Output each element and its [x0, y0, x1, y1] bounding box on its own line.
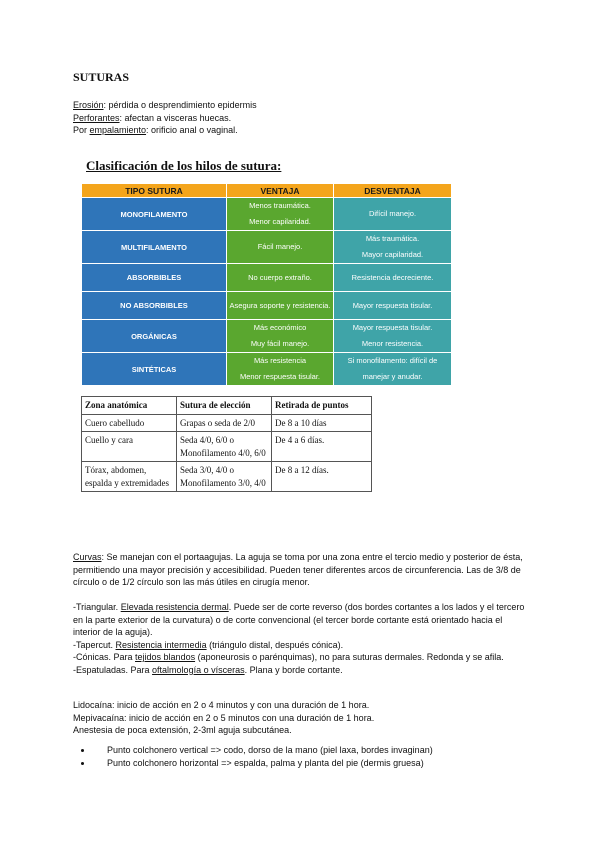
cell-desventaja [334, 231, 452, 264]
needle-emph: Elevada resistencia dermal [120, 602, 229, 612]
table-cell: Tórax, abdomen, espalda y extremidades [82, 462, 177, 492]
cell-tipo: ABSORBIBLES [82, 264, 227, 292]
section-subtitle: Clasificación de los hilos de sutura: [86, 158, 282, 173]
needle-post: . Plana y borde cortante. [244, 664, 343, 675]
cell-line: Difícil manejo. [368, 209, 417, 218]
cell-ventaja [227, 320, 334, 353]
bullet-list [73, 744, 433, 770]
table-row [82, 320, 452, 353]
page-title: SUTURAS [73, 70, 130, 84]
table-cell: Cuero cabelludo [82, 414, 177, 432]
cell-ventaja [227, 353, 334, 386]
table-cell: De 8 a 12 días. [272, 462, 372, 492]
def-text: : pérdida o desprendimiento epidermis [103, 100, 257, 110]
zone-table [81, 396, 372, 492]
cell-line: Resistencia decreciente. [351, 272, 434, 282]
def-term: Erosión [73, 100, 104, 110]
list-item: • Punto colchonero horizontal => espalda, palma y planta del pie (dermis gruesa) [93, 757, 433, 770]
table-row [82, 462, 372, 492]
cell-line: Menor capilaridad. [249, 217, 311, 226]
cell-ventaja [227, 292, 334, 320]
cell-line: Mayor respuesta tisular. [352, 323, 433, 332]
curvas-term: Curvas [73, 552, 102, 562]
table-row [82, 292, 452, 320]
header-desventaja: DESVENTAJA [334, 184, 452, 198]
table-cell: De 8 a 10 días [272, 414, 372, 432]
classification-table [81, 183, 452, 386]
needle-pre: -Triangular. [73, 602, 121, 612]
anest-mepivacaina: Mepivacaína: inicio de acción en 2 o 5 minutos con una duración de 1 hora. [73, 712, 375, 723]
zone-table-wrapper [81, 396, 373, 514]
cell-ventaja [227, 231, 334, 264]
header-sutura: Sutura de elección [177, 397, 272, 415]
needle-pre: -Espatuladas. Para [73, 664, 153, 675]
cell-line: Más resistencia [253, 356, 307, 365]
needle-post: (triángulo distal, después cónica). [206, 639, 344, 650]
cell-line: Menor respuesta tisular. [239, 372, 321, 381]
table-header-row [82, 184, 452, 198]
cell-line: Más económico [253, 323, 307, 332]
cell-tipo: NO ABSORBIBLES [82, 292, 227, 320]
anesthesia-notes [73, 699, 528, 737]
header-ventaja: VENTAJA [227, 184, 334, 198]
def-empalamiento [73, 124, 257, 137]
needle-espatuladas [73, 664, 528, 677]
cell-tipo: MULTIFILAMENTO [82, 231, 227, 264]
needle-post: (aponeurosis o parénquimas), no para suturas dermales. Redonda y se afila. [195, 652, 504, 662]
cell-desventaja [334, 264, 452, 292]
def-text: : orificio anal o vaginal. [146, 125, 238, 135]
header-retirada: Retirada de puntos [272, 397, 372, 415]
anest-extension: Anestesia de poca extensión, 2-3ml aguja subcutánea. [73, 725, 292, 735]
def-prefix: Por [73, 125, 90, 135]
cell-line: Menor resistencia. [361, 339, 424, 348]
anest-lidocaina: Lidocaína: inicio de acción en 2 o 4 minutos y con una duración de 1 hora. [73, 700, 370, 710]
header-zona: Zona anatómica [82, 397, 177, 415]
cell-ventaja [227, 198, 334, 231]
cell-line: Asegura soporte y resistencia. [229, 300, 331, 310]
cell-desventaja [334, 292, 452, 320]
table-row [82, 414, 372, 432]
needle-pre: -Tapercut. [73, 639, 116, 650]
needle-tapercut [73, 639, 528, 652]
def-term: Perforantes [73, 112, 120, 123]
cell-line: No cuerpo extraño. [248, 272, 312, 282]
cell-tipo: MONOFILAMENTO [82, 198, 227, 231]
list-item: • Punto colchonero vertical => codo, dorso de la mano (piel laxa, bordes invaginan) [93, 744, 433, 757]
needle-triangular [73, 601, 528, 639]
definitions [73, 99, 257, 137]
needle-emph: oftalmología o vísceras [152, 664, 245, 675]
def-perforantes [73, 112, 257, 125]
def-text: : afectan a visceras huecas. [119, 112, 232, 123]
cell-ventaja [227, 264, 334, 292]
needle-pre: -Cónicas. Para [73, 652, 136, 662]
cell-desventaja [334, 320, 452, 353]
needle-post: . Puede ser de corte reverso (dos bordes cortantes a los lados y el tercero en la parte exterior de la curvatura) o de corte convencional (el tercer borde cortante está orientado hacia el interior de la aguja). [73, 602, 525, 637]
table-row [82, 198, 452, 231]
cell-line: Más traumática. [365, 234, 420, 243]
table-cell: Seda 3/0, 4/0 o Monofilamento 3/0, 4/0 [177, 462, 272, 492]
cell-tipo: SINTÉTICAS [82, 353, 227, 386]
cell-line: Mayor capilaridad. [361, 250, 424, 259]
cell-line: Fácil manejo. [257, 242, 303, 251]
curvas-text: : Se manejan con el portaagujas. La aguja se toma por una zona entre el tercio medio y posterior de ésta, permitiendo una mayor precisión y accesibilidad. Pueden tener diferentes arcos de circunferencia. Las de 3/8 de círculo o de 1/2 círculo son las más útiles en cirugía menor. [73, 552, 523, 587]
table-cell: De 4 a 6 días. [272, 432, 372, 462]
table-row [82, 231, 452, 264]
table-row [82, 264, 452, 292]
table-header-row [82, 397, 372, 415]
cell-tipo: ORGÁNICAS [82, 320, 227, 353]
table-cell: Grapas o seda de 2/0 [177, 414, 272, 432]
def-term: empalamiento [89, 125, 147, 135]
table-cell: Cuello y cara [82, 432, 177, 462]
def-erosion [73, 99, 257, 112]
needle-emph: tejidos blandos [135, 652, 196, 662]
cell-desventaja [334, 198, 452, 231]
needle-conicas [73, 651, 528, 664]
needle-types [73, 601, 528, 676]
table-row [82, 353, 452, 386]
curvas-paragraph [73, 551, 528, 589]
header-tipo: TIPO SUTURA [82, 184, 227, 198]
cell-line: Si monofilamento: difícil de [347, 356, 438, 365]
table-cell: Seda 4/0, 6/0 o Monofilamento 4/0, 6/0 [177, 432, 272, 462]
cell-line: Menos traumática. [249, 201, 311, 210]
cell-line: Mayor respuesta tisular. [352, 300, 433, 310]
table-row [82, 432, 372, 462]
cell-line: Muy fácil manejo. [250, 339, 310, 348]
cell-line: manejar y anudar. [362, 372, 423, 381]
needle-emph: Resistencia intermedia [115, 639, 207, 650]
cell-desventaja [334, 353, 452, 386]
